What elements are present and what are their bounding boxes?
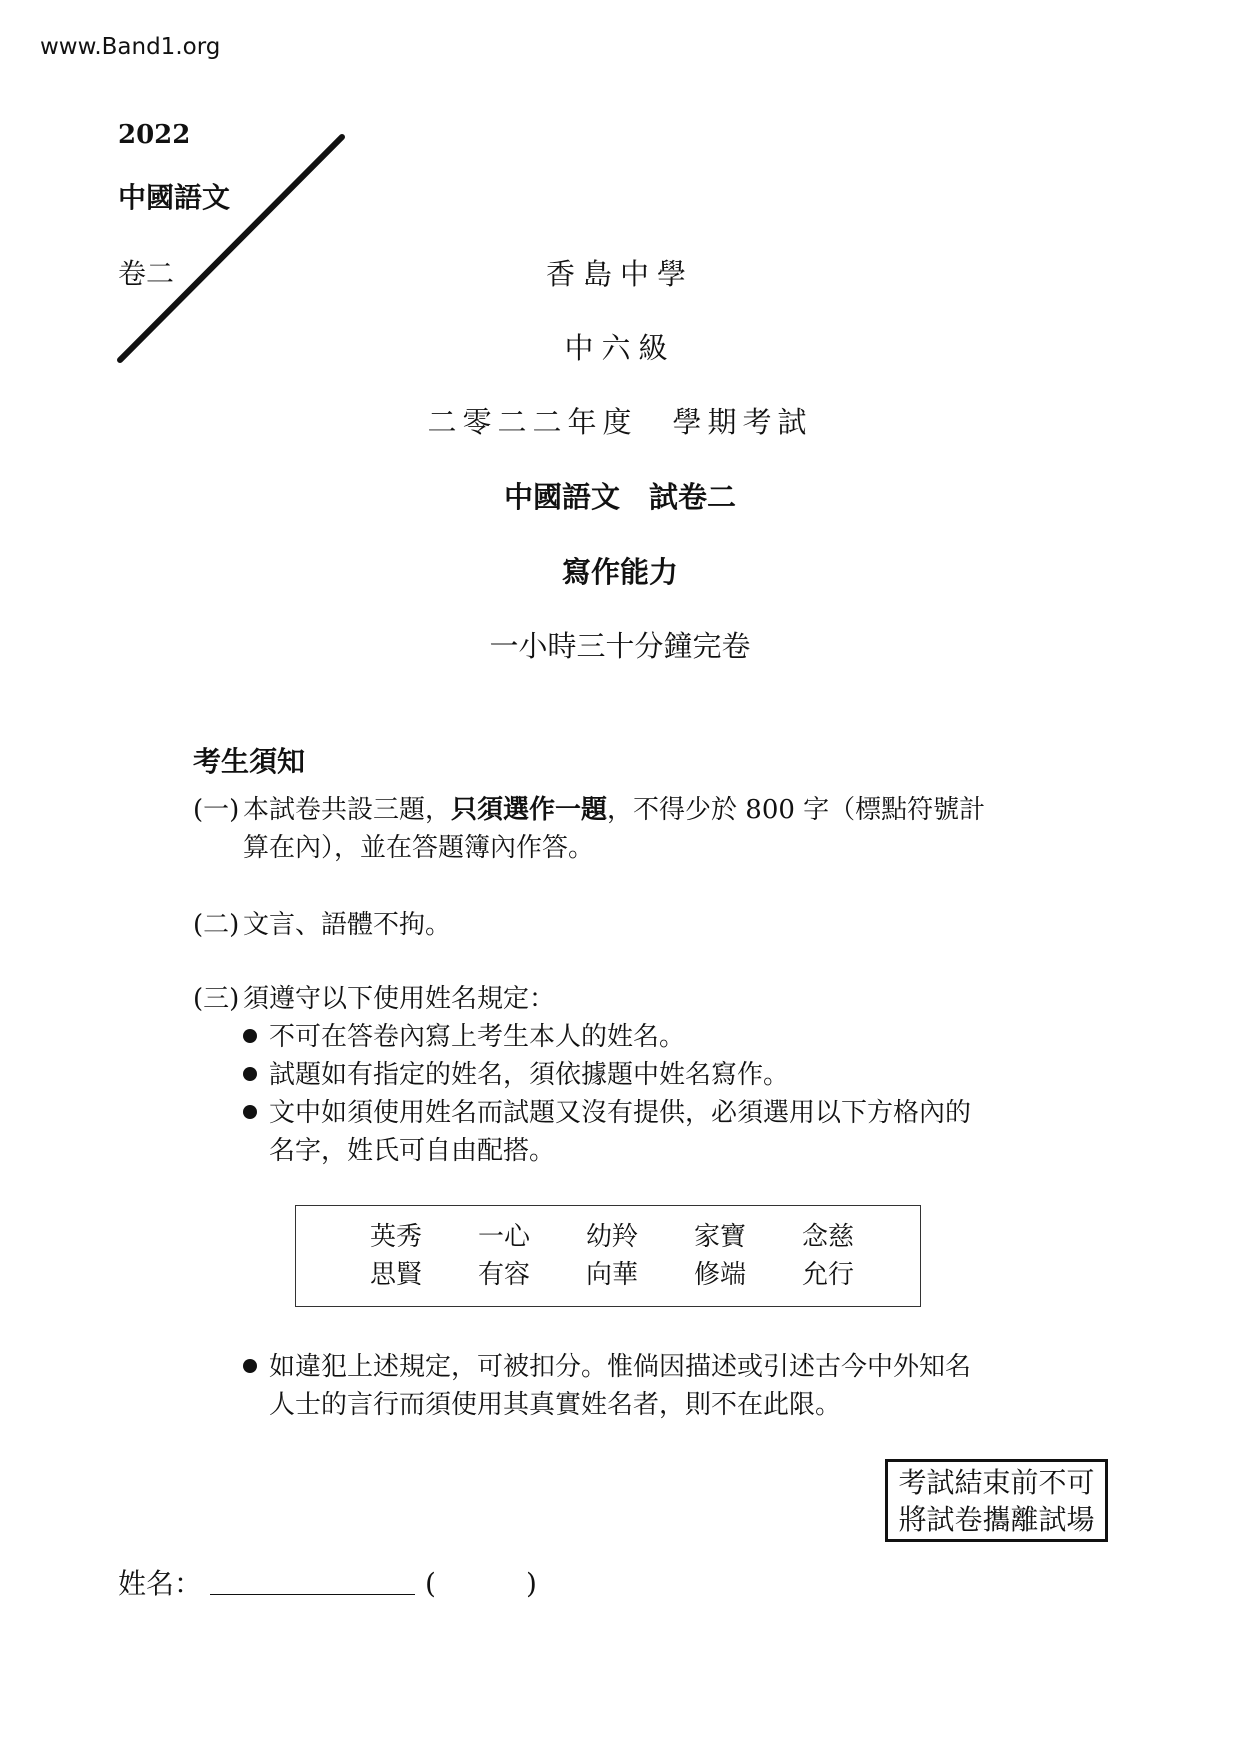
corner-paper: 卷二 [118,257,175,290]
permitted-names-grid [370,1220,910,1292]
grade-level: 中六級 [564,331,676,365]
class-number-paren-close: ) [525,1567,537,1600]
name-option: 允行 [802,1260,855,1290]
no-removal-warning-box: 考試結束前不可 將試卷攜離試場 [885,1459,1108,1542]
name-option: 家寶 [694,1222,747,1252]
notice-item-3: (三) 須遵守以下使用姓名規定： [193,980,555,1018]
bullet-icon [243,1359,257,1373]
rule-bullet-3: 文中如須使用姓名而試題又沒有提供，必須選用以下方格內的 名字，姓氏可自由配搭。 [243,1094,971,1170]
item-number: (二) [193,910,240,940]
name-blank[interactable] [210,1566,415,1595]
site-url[interactable]: www.Band1.org [40,34,221,60]
school-name: 香島中學 [545,257,694,291]
notice-item-1: (一) 本試卷共設三題，只須選作一題，不得少於 800 字（標點符號計 算在內），並在答題簿內作答。 [193,791,1053,867]
name-label: 姓名： [118,1567,203,1600]
bullet-icon [243,1105,257,1119]
bullet-icon [243,1067,257,1081]
bullet-icon [243,1029,257,1043]
corner-subject: 中國語文 [118,181,231,214]
item-number: (三) [193,984,240,1014]
student-name-field [118,1562,537,1602]
name-option: 一心 [478,1222,531,1252]
rule-bullet-4: 如違犯上述規定，可被扣分。惟倘因描述或引述古今中外知名 人士的言行而須使用其真實姓名者，則不在此限。 [243,1348,971,1424]
exam-title: 二零二二年度 學期考試 [427,405,813,439]
name-option: 修端 [694,1260,747,1290]
permitted-names-box [295,1205,921,1307]
section-title: 寫作能力 [561,555,678,589]
rule-bullet-2: 試題如有指定的姓名，須依據題中姓名寫作。 [243,1056,789,1094]
name-option: 思賢 [370,1260,423,1290]
notice-item-2: (二) 文言、語體不拘。 [193,906,451,944]
corner-year: 2022 [118,120,191,150]
notice-heading: 考生須知 [193,745,306,778]
name-option: 向華 [586,1260,639,1290]
exam-duration: 一小時三十分鐘完卷 [489,629,751,663]
name-option: 幼羚 [586,1222,639,1252]
item-number: (一) [193,795,240,825]
class-number-paren-open: ( [425,1567,436,1600]
name-option: 英秀 [370,1222,423,1252]
rule-bullet-1: 不可在答卷內寫上考生本人的姓名。 [243,1018,685,1056]
name-option: 有容 [478,1260,531,1290]
paper-title: 中國語文 試卷二 [503,480,736,514]
name-option: 念慈 [802,1222,855,1252]
